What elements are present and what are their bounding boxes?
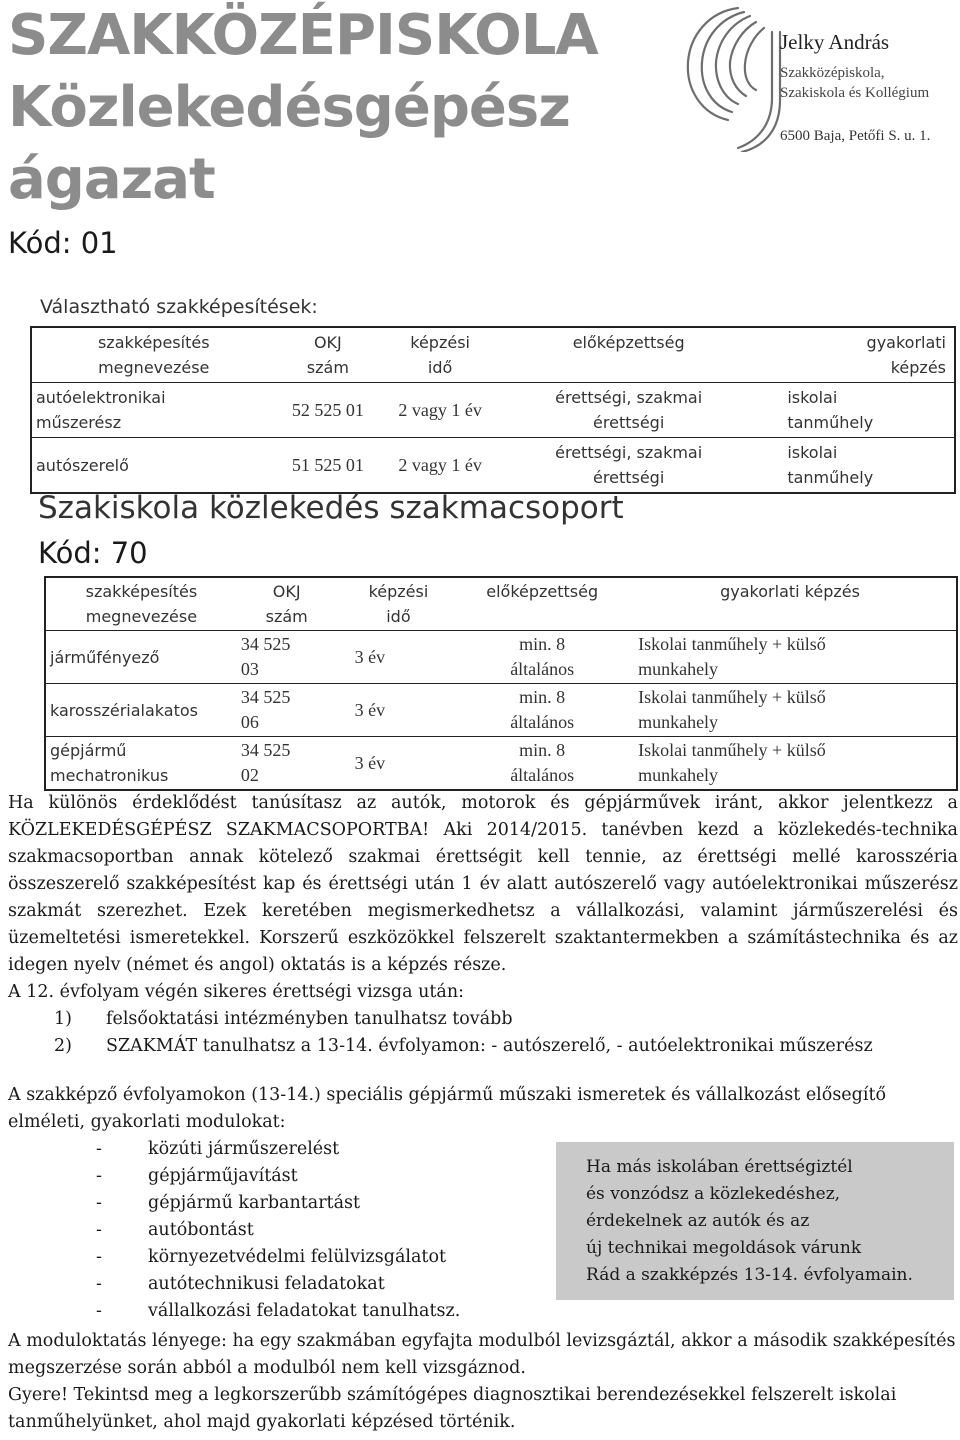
closing-section xyxy=(8,1328,958,1436)
section-heading: Választható szakképesítések: xyxy=(40,296,318,318)
cell-ido: 3 év xyxy=(354,646,386,667)
a12-line: A 12. évfolyam végén sikeres érettségi vizsga után: xyxy=(8,982,464,1002)
list-item: - gépjárműjavítást xyxy=(96,1166,298,1186)
column-header: szakképesítés megnevezése xyxy=(97,333,210,377)
cell-elo: min. 8 általános xyxy=(510,687,575,732)
cell-elo: érettségi, szakmai érettségi xyxy=(555,388,703,432)
cell-okj: 34 525 02 xyxy=(240,740,291,785)
cell-okj: 52 525 01 xyxy=(291,399,364,420)
table-row xyxy=(31,383,955,438)
cell-name: autóelektronikai műszerész xyxy=(36,388,166,432)
cell-ido: 3 év xyxy=(354,699,386,720)
intro-paragraph: Ha különös érdeklődést tanúsítasz az autók, motorok és gépjárművek iránt, akkor jelentkezz a KÖZLEKEDÉSGÉPÉSZ SZAKMACSOPORTBA! Aki 2014/2015. tanévben kezd a közlekedés-technika szakmacsoportban annak kötelező szakmai érettségit kell tennie, az érettségi mellé karosszéria összeszerelő szakképesítést kap és érettségi után 1 év alatt autószerelő vagy autóelektronikai műszerész szakmát szerezhet. Ezek keretében megismerkedhetsz a vállalkozási, valamint járműszerelési és üzemeltetési ismeretekkel. Korszerű eszközökkel felszerelt szaktantermekben a számítástechnika és az idegen nyelv (német és angol) oktatás is a képzés része. xyxy=(8,793,958,975)
cell-okj: 34 525 06 xyxy=(240,687,291,732)
cell-elo: érettségi, szakmai érettségi xyxy=(555,443,703,487)
column-header: gyakorlati képzés xyxy=(866,333,946,377)
column-header: képzési idő xyxy=(410,333,470,377)
cell-okj: 34 525 03 xyxy=(240,634,291,679)
cell-gyak: Iskolai tanműhely + külső munkahely xyxy=(638,687,826,732)
school-subtitle-2: Szakiskola és Kollégium xyxy=(780,85,930,101)
column-header: előképzettség xyxy=(486,582,599,601)
list-item: 2) SZAKMÁT tanulhatsz a 13-14. évfolyamon: - autószerelő, - autóelektronikai műszerész xyxy=(54,1036,873,1056)
table-header-row xyxy=(31,327,955,383)
cell-gyak: iskolai tanműhely xyxy=(787,388,874,432)
column-header: képzési idő xyxy=(368,582,429,626)
column-header: gyakorlati képzés xyxy=(720,582,860,601)
list-item: - környezetvédelmi felülvizsgálatot xyxy=(96,1247,447,1267)
cell-ido: 3 év xyxy=(354,752,386,773)
column-header: szakképesítés megnevezése xyxy=(85,582,198,626)
list-item: - autóbontást xyxy=(96,1220,254,1240)
title-line-1: SZAKKÖZÉPISKOLA xyxy=(8,3,598,68)
cell-elo: min. 8 általános xyxy=(510,740,575,785)
cell-ido: 2 vagy 1 év xyxy=(398,399,482,420)
table-row xyxy=(45,684,957,737)
cell-name: járműfényező xyxy=(50,647,160,667)
callout-line: érdekelnek az autók és az xyxy=(586,1211,810,1231)
school-address: 6500 Baja, Petőfi S. u. 1. xyxy=(780,128,931,144)
cell-gyak: Iskolai tanműhely + külső munkahely xyxy=(638,740,826,785)
callout-line: és vonzódsz a közlekedéshez, xyxy=(586,1184,841,1204)
qualifications-table xyxy=(30,326,956,494)
section-code: Kód: 70 xyxy=(38,536,148,570)
callout-box xyxy=(556,1142,954,1300)
cell-name: gépjármű mechatronikus xyxy=(50,741,169,785)
section-heading: Szakiskola közlekedés szakmacsoport xyxy=(38,490,624,526)
callout-line: Rád a szakképzés 13-14. évfolyamain. xyxy=(586,1265,913,1285)
cell-gyak: iskolai tanműhely xyxy=(787,443,874,487)
callout-line: Ha más iskolában érettségiztél xyxy=(586,1157,853,1177)
cell-elo: min. 8 általános xyxy=(510,634,575,679)
cell-gyak: Iskolai tanműhely + külső munkahely xyxy=(638,634,826,679)
callout-line: új technikai megoldások várunk xyxy=(586,1238,862,1258)
main-text xyxy=(8,790,958,1060)
table-row xyxy=(31,438,955,494)
modul-essence-paragraph: A moduloktatás lényege: ha egy szakmában egyfajta modulból levizsgáztál, akkor a második szakképesítés megszerzése során abból a modulból nem kell vizsgáznod. xyxy=(8,1331,956,1378)
cell-okj: 51 525 01 xyxy=(291,454,364,475)
school-name: Jelky András xyxy=(780,30,890,54)
modules-intro: A szakképző évfolyamokon (13-14.) speciális gépjármű műszaki ismeretek és vállalkozást elősegítő elméleti, gyakorlati modulokat: xyxy=(8,1085,887,1132)
cell-name: autószerelő xyxy=(36,455,129,475)
closing-paragraph: Gyere! Tekintsd meg a legkorszerűbb számítógépes diagnosztikai berendezésekkel felszerelt iskolai tanműhelyünket, ahol majd gyakorlati képzésed történik. xyxy=(8,1385,897,1432)
table-row xyxy=(45,737,957,791)
list-item: - autótechnikusi feladatokat xyxy=(96,1274,385,1294)
column-header: OKJ szám xyxy=(265,582,308,626)
cell-name: karosszérialakatos xyxy=(50,700,198,720)
title-line-3: ágazat xyxy=(8,147,215,212)
school-logo-icon xyxy=(668,2,788,152)
table-row xyxy=(45,631,957,684)
column-header: előképzettség xyxy=(572,333,685,352)
table-header-row xyxy=(45,577,957,631)
school-subtitle-1: Szakközépiskola, xyxy=(780,65,885,81)
list-item: - közúti járműszerelést xyxy=(96,1139,340,1159)
list-item: 1) felsőoktatási intézményben tanulhatsz tovább xyxy=(54,1009,513,1029)
page-title xyxy=(8,0,668,216)
vocational-table xyxy=(44,576,958,791)
list-item: - vállalkozási feladatokat tanulhatsz. xyxy=(96,1301,461,1321)
cell-ido: 2 vagy 1 év xyxy=(398,454,482,475)
numbered-list xyxy=(8,1006,958,1060)
section-code: Kód: 01 xyxy=(8,226,118,260)
list-item: - gépjármű karbantartást xyxy=(96,1193,361,1213)
school-info xyxy=(780,30,930,145)
title-line-2: Közlekedésgépész xyxy=(8,75,570,140)
column-header: OKJ szám xyxy=(306,333,349,377)
